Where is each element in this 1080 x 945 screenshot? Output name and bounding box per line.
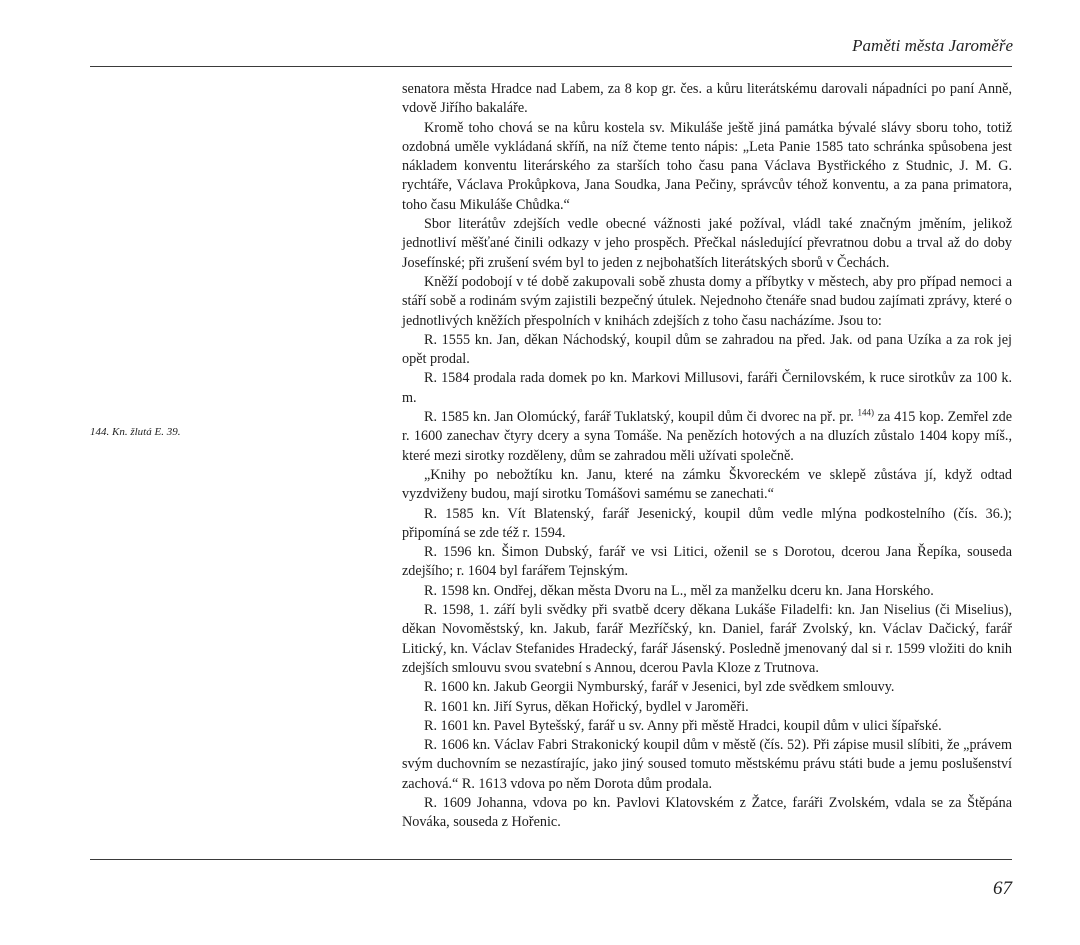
paragraph: R. 1601 kn. Jiří Syrus, děkan Hořický, bydlel v Jaroměři. <box>424 698 749 715</box>
paragraph: R. 1555 kn. Jan, děkan Náchodský, koupil dům se zahradou na před. Jak. od pana Uzíka a za rok jej opět prodal. <box>402 331 1012 368</box>
paragraph: R. 1596 kn. Šimon Dubský, farář ve vsi Litici, oženil se s Dorotou, dcerou Jana Řepíka, souseda zdejšího; r. 1604 byl farářem Tejnským. <box>402 544 1012 580</box>
paragraph <box>402 408 1012 466</box>
paragraph-text: za 415 kop. Zemřel zde r. 1600 zanechav čtyry dcery a syna Tomáše. Na penězích hotových a na dluzích zůstalo 1404 kopy míš., které mezi sirotky rozděleny, dům se zahradou měli užívati společně. <box>402 409 1012 464</box>
page-number: 67 <box>993 878 1012 899</box>
footnote-reference: 144) <box>857 407 875 418</box>
paragraph: R. 1609 Johanna, vdova po kn. Pavlovi Klatovském z Žatce, faráři Zvolském, vdala se za Štěpána Nováka, souseda z Hořenic. <box>402 794 1012 831</box>
paragraph: R. 1600 kn. Jakub Georgii Nymburský, farář v Jesenici, byl zde svědkem smlouvy. <box>424 679 895 696</box>
paragraph: R. 1598 kn. Ondřej, děkan města Dvoru na L., měl za manželku dceru kn. Jana Horského. <box>424 582 934 599</box>
running-title: Paměti města Jaroměře <box>852 36 1013 55</box>
paragraph: R. 1584 prodala rada domek po kn. Markovi Millusovi, faráři Černilovském, k ruce sirotkův za 100 k. m. <box>402 370 1012 406</box>
header-rule <box>90 66 1012 67</box>
paragraph: Sbor literátův zdejších vedle obecné vážnosti jaké požíval, vládl také značným jměním, jelikož jednotliví měšťané činili odkazy v jeho prospěch. Přečkal následující převratnou dobu a trval až do doby Josefínské; při zrušení svém byl to jeden z nejbohatších literátských sborů v Čechách. <box>402 216 1012 271</box>
paragraph: R. 1585 kn. Vít Blatenský, farář Jesenický, koupil dům vedle mlýna podkostelního (čís. 36.); připomíná se zde též r. 1594. <box>402 505 1012 541</box>
paragraph: senatora města Hradce nad Labem, za 8 kop gr. čes. a kůru literátskému darovali nápadníci po paní Anně, vdově Jiřího bakaláře. <box>402 81 1012 117</box>
footer-rule <box>90 859 1012 860</box>
paragraph: Kněží podobojí v té době zakupovali sobě zhusta domy a příbytky v městech, aby pro případ nemoci a stáří sobě a rodinám svým zajistili bezpečný útulek. Nejednoho čtenáře snad budou zajímati zprávy, které o jednotlivých kněžích přespolních v knihách zdejších z toho času nacházíme. Jsou to: <box>402 273 1012 329</box>
paragraph: „Knihy po nebožtíku kn. Janu, které na zámku Škvoreckém ve sklepě zůstáva jí, když odtad vyzdviženy budou, mají sirotku Tomášovi samému se zanechati.“ <box>402 466 1012 503</box>
paragraph: Kromě toho chová se na kůru kostela sv. Mikuláše ještě jiná památka bývalé slávy sboru toho, totiž ozdobná uměle vykládaná skříň, na níž čteme tento nápis: „Leta Panie 1585 tato schránka spůsobena jest nákladem konventu literárského za starších toho času pana Václava Bystřického z Studnic, J. M. G. rychtáře, Václava Prokůpkova, Jana Soudka, Jana Pečiny, správcův téhož konventu, a za pana primatora, toho času Mikuláše Chůdka.“ <box>402 119 1012 213</box>
margin-note: 144. Kn. žlutá E. 39. <box>90 426 181 438</box>
paragraph-text: R. 1585 kn. Jan Olomúcký, farář Tuklatský, koupil dům či dvorec na př. pr. <box>424 409 858 426</box>
body-text <box>402 80 1012 833</box>
paragraph: R. 1598, 1. září byli svědky při svatbě dcery děkana Lukáše Filadelfi: kn. Jan Niselius (či Miselius), děkan Novoměstský, kn. Jakub, farář Mezříčský, kn. Daniel, farář Zvolský, kn. Václav Dačický, farář Litický, kn. Václav Stefanides Hradecký, farář Jásenský. Posledně jmenovaný dal si r. 1599 vložiti do knih zdejších smlouvu svou svatební s Annou, dcerou Pavla Kloze z Trutnova. <box>402 602 1012 676</box>
paragraph: R. 1606 kn. Václav Fabri Strakonický koupil dům v městě (čís. 52). Při zápise musil slíbiti, že „právem svým duchovním se nezastírajíc, jako jiný soused tomuto městskému právu státi bude a jemu poslušenství zachová.“ R. 1613 vdova po něm Dorota dům prodala. <box>402 737 1012 792</box>
paragraph: R. 1601 kn. Pavel Bytešský, farář u sv. Anny při městě Hradci, koupil dům v ulici šípařské. <box>424 717 942 734</box>
